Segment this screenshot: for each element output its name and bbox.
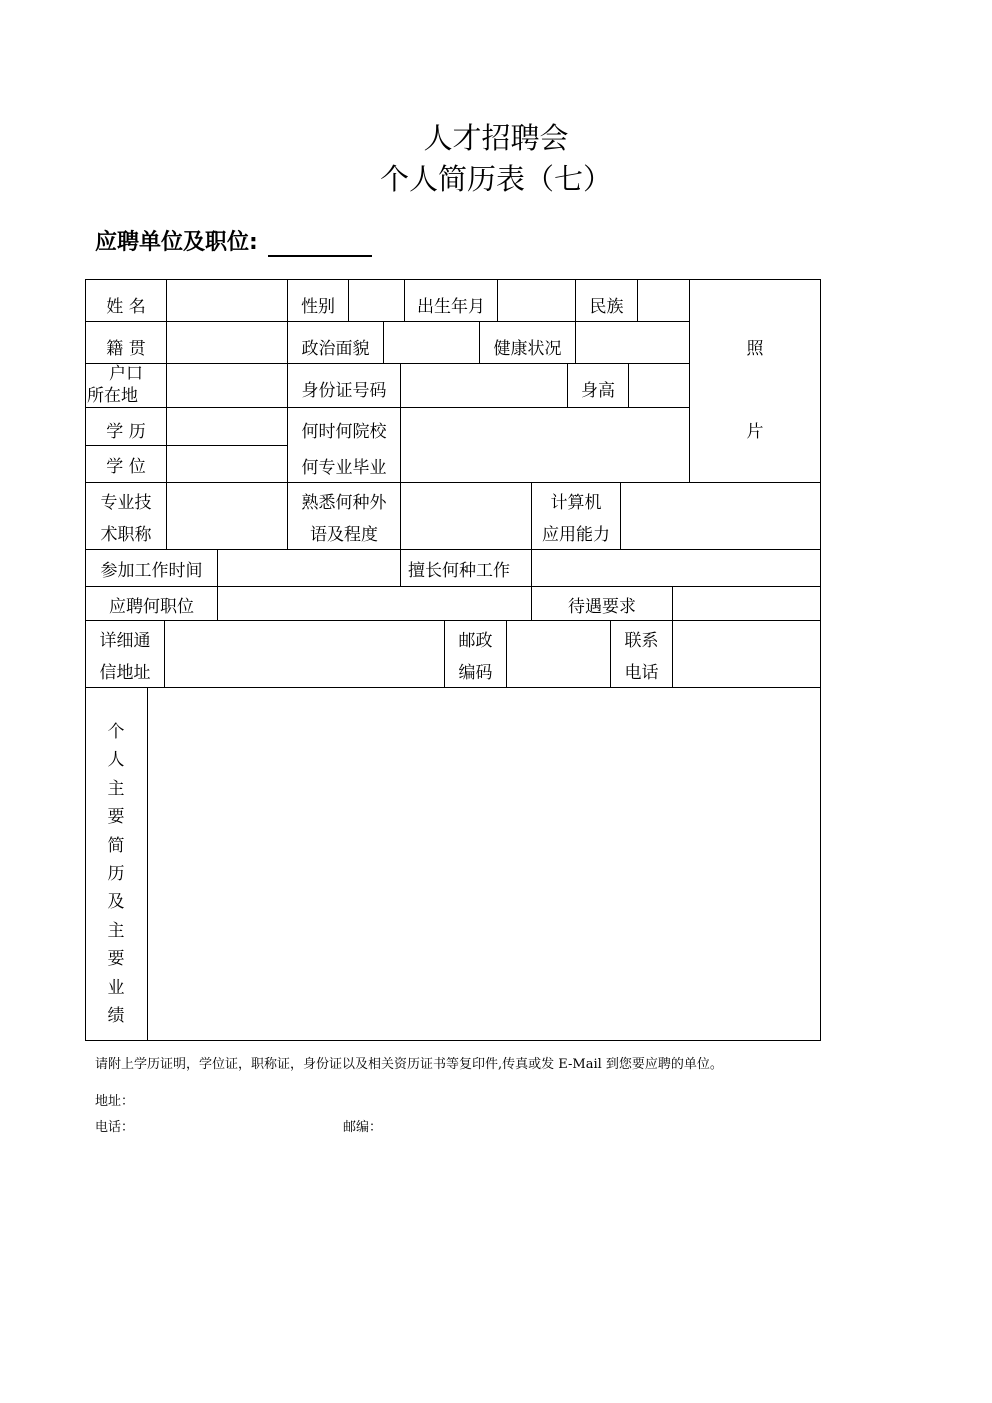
postal-code-label-2: 编码	[458, 663, 493, 683]
resume-label	[106, 718, 126, 1030]
resume-label-char: 历	[107, 864, 125, 885]
phone-label-2: 电话	[624, 663, 659, 683]
skill-label: 擅长何种工作	[408, 561, 510, 581]
ethnicity-field[interactable]	[638, 280, 689, 321]
address-label-2: 信地址	[99, 663, 151, 683]
gender-label: 性别	[301, 297, 335, 317]
language-label-2: 语及程度	[310, 525, 378, 545]
professional-title-label-2: 术职称	[100, 525, 152, 545]
degree-field[interactable]	[167, 446, 287, 482]
address-footer-label: 地址：	[95, 1094, 135, 1109]
resume-label-char: 主	[107, 778, 125, 799]
work-start-label: 参加工作时间	[100, 561, 203, 581]
education-label: 学 历	[106, 422, 146, 442]
school-label-1: 何时何院校	[301, 422, 387, 442]
apply-position-label: 应聘单位及职位:	[95, 230, 258, 255]
hukou-label-2: 所在地	[87, 386, 138, 406]
phone-footer-label: 电话：	[95, 1120, 135, 1135]
hukou-field[interactable]	[167, 364, 287, 407]
computer-skill-label-2: 应用能力	[542, 525, 610, 545]
computer-skill-label-1: 计算机	[550, 493, 602, 513]
professional-title-label-1: 专业技	[100, 493, 152, 513]
birth-date-label: 出生年月	[417, 297, 485, 317]
native-place-label: 籍 贯	[106, 339, 146, 359]
position-label: 应聘何职位	[109, 597, 194, 617]
school-label-2: 何专业毕业	[301, 458, 387, 478]
name-label: 姓 名	[106, 297, 146, 317]
phone-label-1: 联系	[624, 631, 659, 651]
resume-label-char: 要	[107, 949, 125, 970]
postcode-footer-label: 邮编：	[343, 1120, 383, 1135]
school-field[interactable]	[401, 408, 689, 482]
postal-code-field[interactable]	[507, 621, 610, 687]
apply-position-field[interactable]	[268, 255, 372, 257]
resume-label-char: 要	[107, 807, 125, 828]
resume-label-char: 人	[107, 750, 125, 771]
address-field[interactable]	[165, 621, 444, 687]
work-start-field[interactable]	[218, 550, 400, 586]
id-number-label: 身份证号码	[301, 381, 387, 401]
gender-field[interactable]	[349, 280, 404, 321]
name-field[interactable]	[167, 280, 287, 321]
photo-label-2: 片	[746, 422, 764, 442]
phone-field[interactable]	[673, 621, 820, 687]
degree-label: 学 位	[106, 457, 146, 477]
education-field[interactable]	[167, 408, 287, 445]
page-title-line2: 个人简历表（七）	[379, 162, 612, 196]
professional-title-field[interactable]	[167, 483, 287, 549]
photo-label-1: 照	[746, 339, 764, 359]
language-label-1: 熟悉何种外	[301, 493, 387, 513]
resume-label-char: 个	[107, 722, 125, 742]
resume-label-char: 主	[107, 920, 125, 941]
language-field[interactable]	[401, 483, 531, 549]
resume-label-char: 业	[107, 977, 125, 998]
resume-field[interactable]	[148, 688, 820, 1040]
political-status-field[interactable]	[384, 322, 479, 363]
ethnicity-label: 民族	[589, 297, 624, 317]
health-field[interactable]	[576, 322, 689, 363]
postal-code-label-1: 邮政	[458, 631, 493, 651]
birth-date-field[interactable]	[498, 280, 575, 321]
resume-label-char: 绩	[107, 1006, 125, 1027]
computer-skill-field[interactable]	[621, 483, 820, 549]
health-label: 健康状况	[493, 339, 562, 359]
salary-field[interactable]	[673, 587, 820, 620]
height-label: 身高	[581, 381, 615, 401]
resume-label-char: 简	[107, 835, 125, 856]
position-field[interactable]	[218, 587, 531, 620]
native-place-field[interactable]	[167, 322, 287, 363]
political-status-label: 政治面貌	[301, 339, 370, 359]
id-number-field[interactable]	[401, 364, 567, 407]
address-label-1: 详细通	[99, 631, 151, 651]
hukou-label-1: 户口	[109, 364, 143, 384]
salary-label: 待遇要求	[568, 597, 636, 617]
height-field[interactable]	[629, 364, 689, 407]
page-title-line1: 人才招聘会	[423, 121, 569, 155]
attachment-note: 请附上学历证明，学位证，职称证，身份证以及相关资历证书等复印件,传真或发 E-Mail 到您要应聘的单位。	[95, 1057, 723, 1072]
column-divider	[689, 279, 690, 482]
skill-field[interactable]	[532, 550, 820, 586]
resume-label-char: 及	[107, 892, 125, 913]
